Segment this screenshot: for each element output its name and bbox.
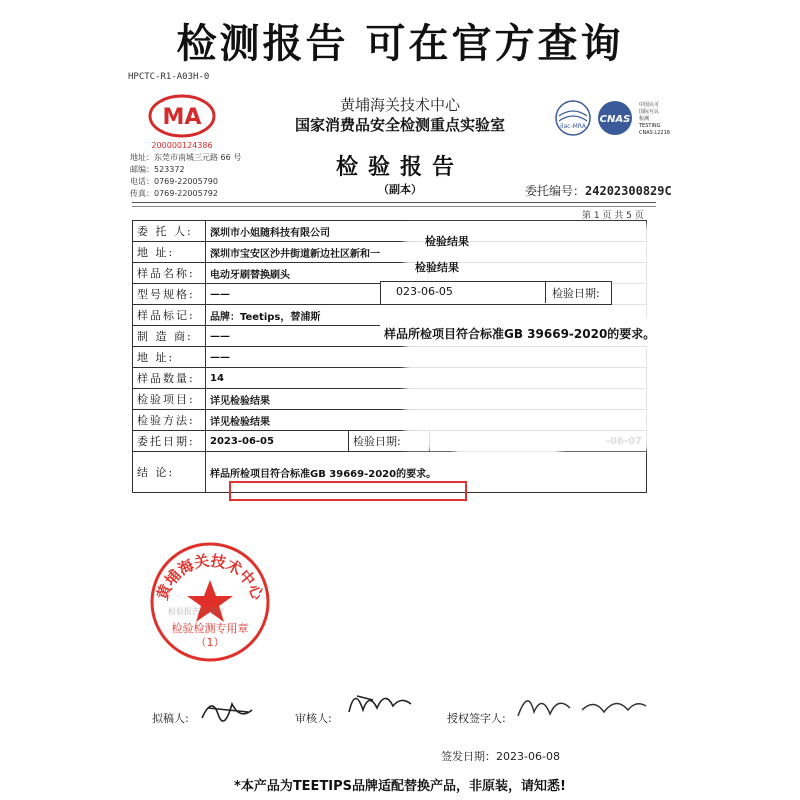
row-label: 制 造 商: [133,326,206,347]
divider [132,206,656,207]
overlay-result-2: 检验结果 [415,261,459,274]
blur-overlay [455,444,560,464]
lab-address: 地址：东莞市南城三元路 66 号 [130,153,242,162]
cma-number: 200000124386 [151,141,213,150]
cma-letters: MA [162,105,202,130]
signer-signature [512,686,652,726]
row-label: 检验方法: [133,410,206,431]
page-banner: 检测报告 可在官方查询 [176,21,624,67]
overlay-result-1: 检验结果 [425,235,469,248]
row-value: —— [206,284,647,305]
copy-label: （副本） [378,183,422,196]
overlay-conclusion: 样品所检项目符合标准GB 39669-2020的要求。 [384,327,656,341]
row-label: 地 址: [133,242,206,263]
row-label: 检验项目: [133,389,206,410]
footnote: *本产品为TEETIPS品牌适配替换产品，非原装，请知悉! [234,779,566,794]
row-label: 型号规格: [133,284,206,305]
test-date-label: 检验日期: [349,431,430,452]
cnas-sub-1: 国际互认 [639,109,660,115]
row-label: 地 址: [133,347,206,368]
drafter-signature [198,690,260,724]
row-label: 委 托 人: [133,221,206,242]
overlay-test-date-label: 检验日期: [552,287,600,300]
row-value: 14 [206,368,647,389]
overlay-date: 023-06-05 [396,285,453,298]
conclusion-value: 样品所检项目符合标准GB 39669-2020的要求。 [206,452,647,493]
page-number: 第 1 页 共 5 页 [582,211,644,221]
row-value: 电动牙刷替换刷头 [206,263,647,284]
cnas-text: CNAS [599,114,631,125]
lab-fax: 传真：0769-22005792 [130,189,218,198]
report-title: 检验报告 [335,154,464,180]
row-label: 样品标记: [133,305,206,326]
accreditation-logos [553,98,693,144]
entrust-date: 2023-06-05 [206,431,349,452]
row-value: 深圳市小姐随科技有限公司 [206,221,647,242]
divider [132,202,656,203]
row-value: 详见检验结果 [206,410,647,431]
row-value: 深圳市宝安区沙井街道新边社区新和一 [206,242,647,263]
row-value: —— [206,347,647,368]
seal-faded-text: 检验报告专用章 [168,607,224,616]
row-label: 结 论: [133,452,206,493]
ghost-divider [545,281,546,303]
row-label: 委托日期: [133,431,206,452]
signer-label: 授权签字人: [447,712,506,725]
cnas-sub-2: 检测 [639,116,650,122]
reviewer-label: 审核人: [295,712,332,725]
lab-center: 国家消费品安全检测重点实验室 [294,116,505,134]
entrust-number: 委托编号：24202300829C [525,184,672,198]
row-label: 样品数量: [133,368,206,389]
seal-arc: 黄埔海关技术中心 [153,551,267,603]
report-code: HPCTC-R1-A03H-0 [128,72,210,82]
lab-phone: 电话：0769-22005790 [130,177,218,186]
official-seal [148,540,272,664]
seal-line2: （1） [195,636,225,649]
reviewer-signature [343,682,415,722]
row-value: —— [206,326,647,347]
ilac-text: ilac-MRA [560,123,586,130]
seal-line1: 检验检测专用章 [171,622,249,635]
conclusion-highlight [229,481,467,501]
cnas-sub-0: 中国认可 [639,102,660,108]
drafter-label: 拟稿人: [152,712,189,725]
cnas-sub-4: CNAS L2218 [639,130,670,136]
cnas-sub-3: TESTING [639,123,661,129]
row-value: 品牌：Teetips，替浦斯 [206,305,647,326]
lab-name: 黄埔海关技术中心 [339,96,460,114]
row-value: 详见检验结果 [206,389,647,410]
sign-date: 签发日期：2023-06-08 [441,750,560,763]
row-label: 样品名称: [133,263,206,284]
lab-postcode: 邮编：523372 [130,165,185,174]
